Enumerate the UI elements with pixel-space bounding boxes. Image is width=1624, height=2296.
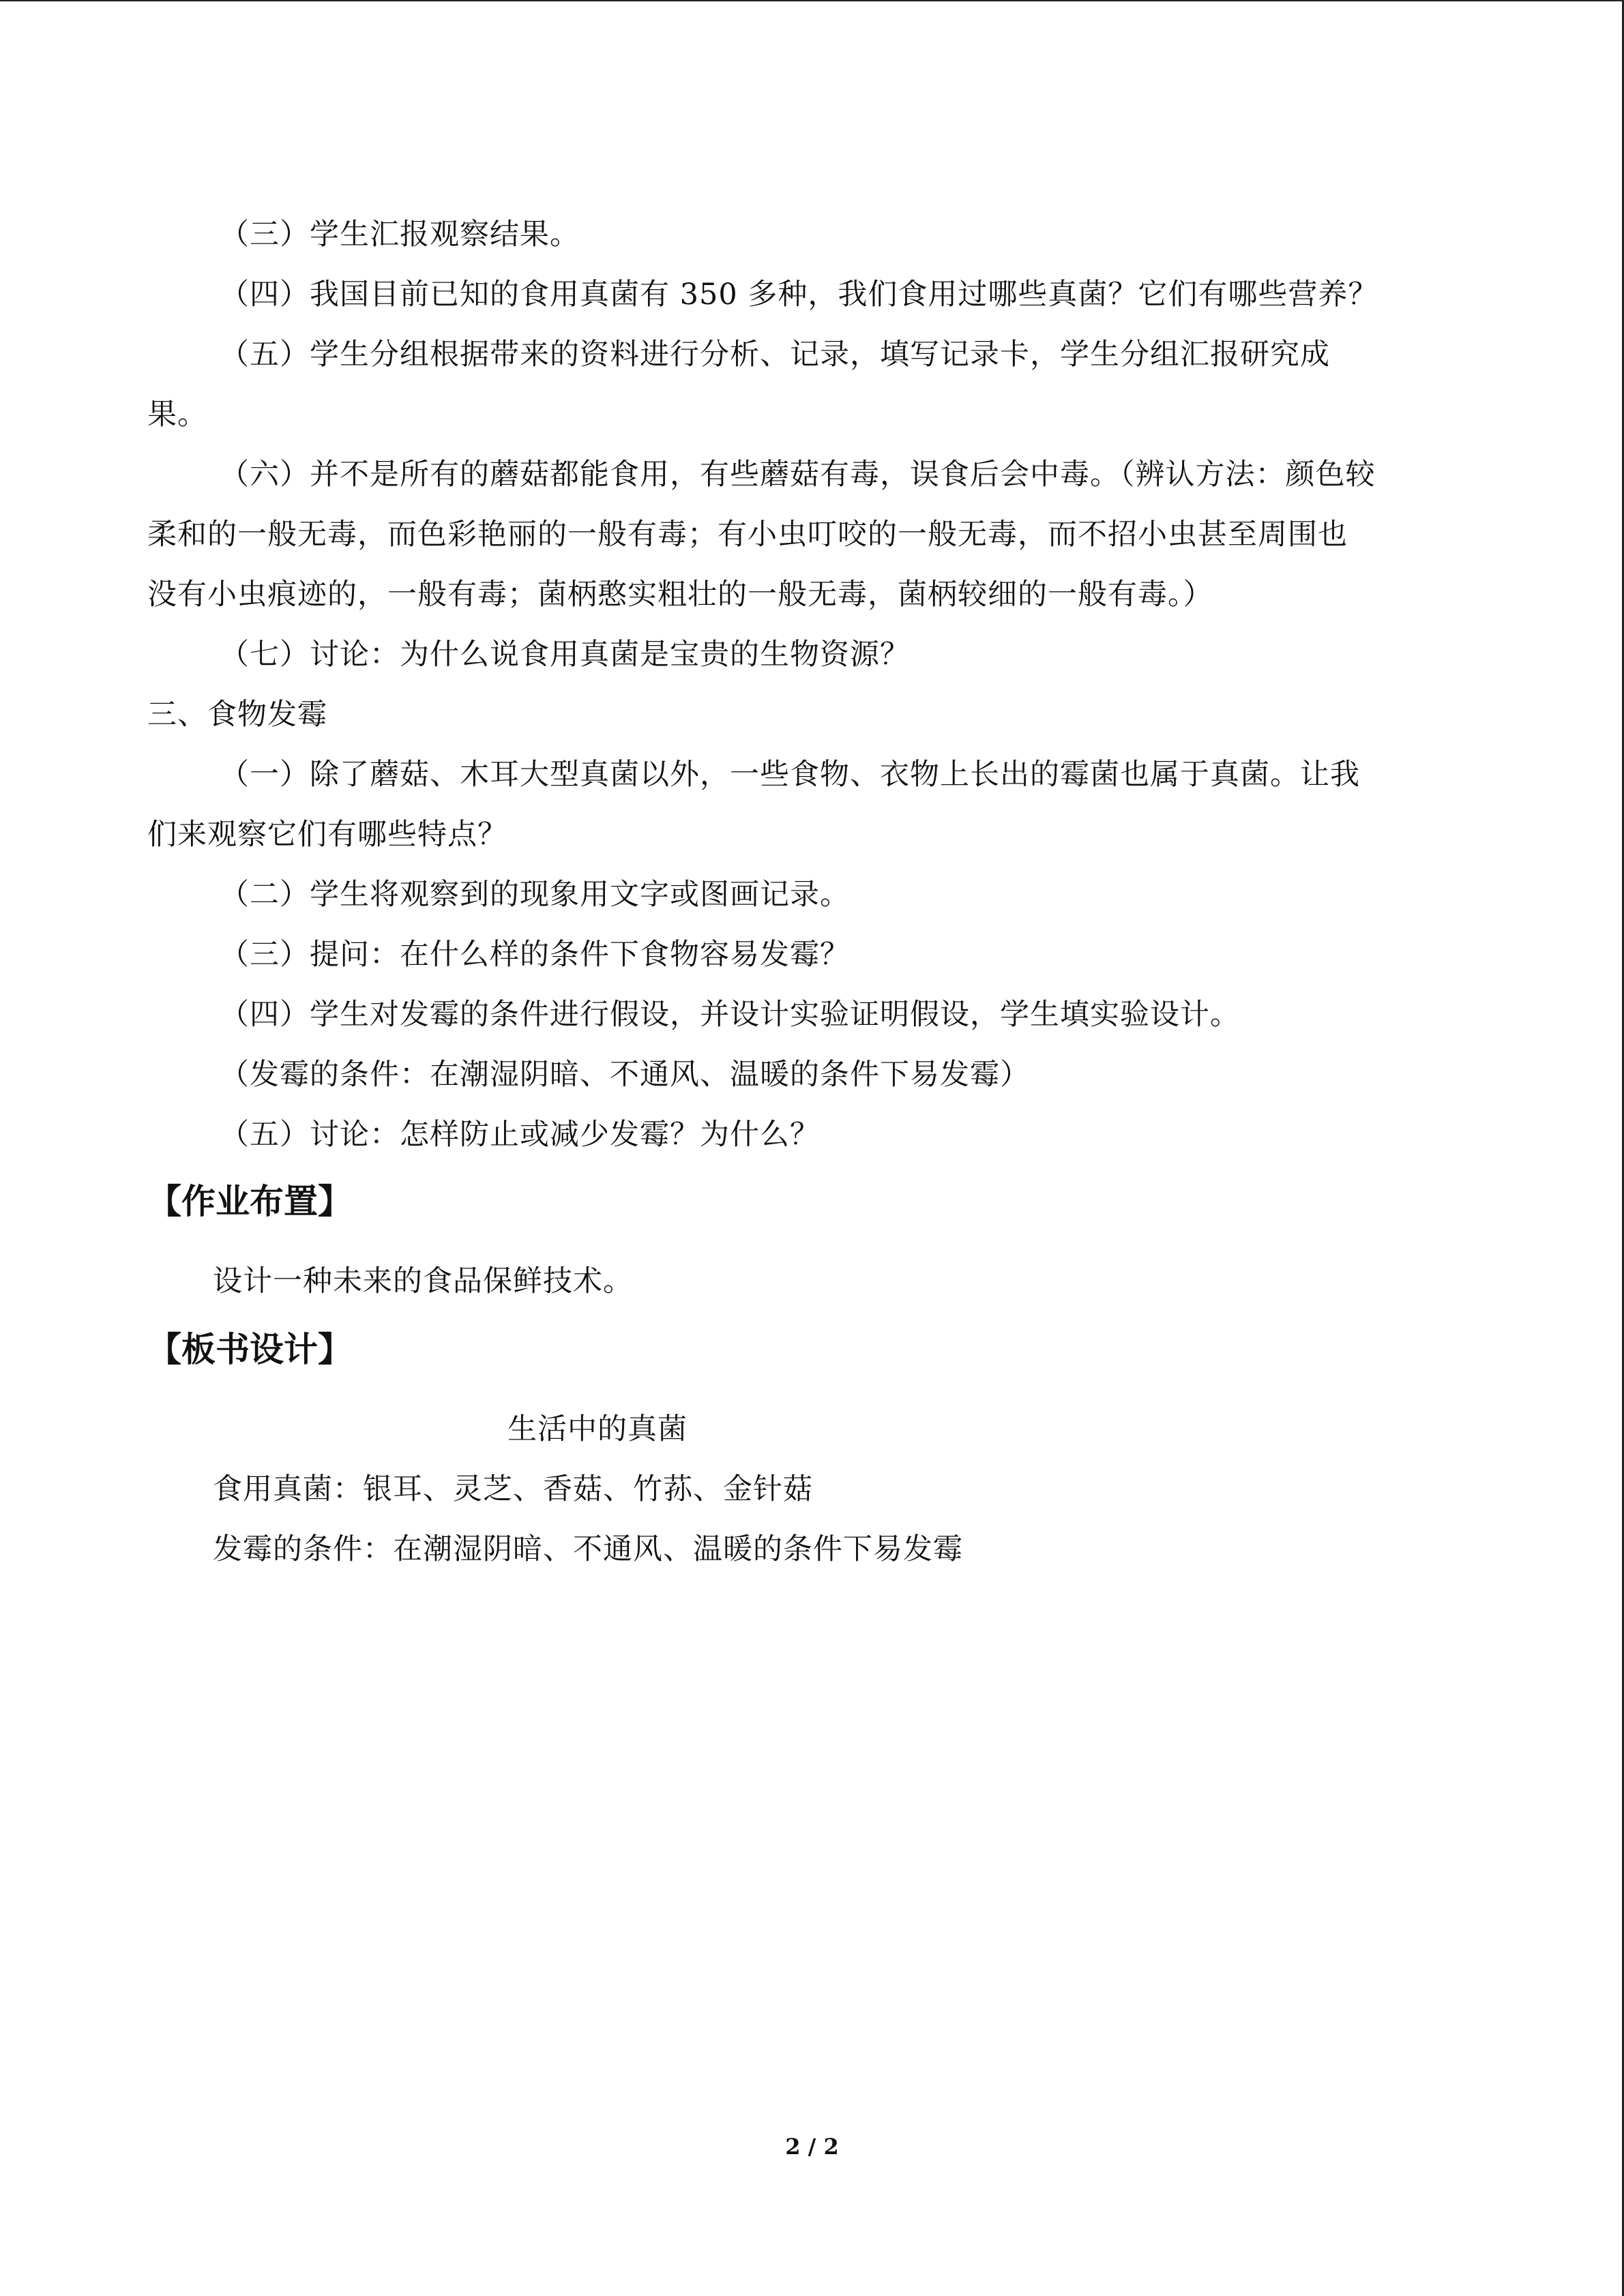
paragraph-line: （五）学生分组根据带来的资料进行分析、记录，填写记录卡，学生分组汇报研究成	[220, 338, 1330, 372]
homework-text: 设计一种未来的食品保鲜技术。	[213, 1264, 633, 1298]
paragraph-line: （发霉的条件：在潮湿阴暗、不通风、温暖的条件下易发霉）	[220, 1058, 1030, 1092]
page-number: 2 / 2	[785, 2134, 839, 2160]
board-line: 食用真菌：银耳、灵芝、香菇、竹荪、金针菇	[213, 1472, 813, 1506]
page-border-top	[0, 0, 1624, 1]
paragraph-line: （三）学生汇报观察结果。	[220, 218, 580, 252]
paragraph-line: 柔和的一般无毒，而色彩艳丽的一般有毒；有小虫叮咬的一般无毒，而不招小虫甚至周围也	[147, 518, 1348, 552]
board-line: 发霉的条件：在潮湿阴暗、不通风、温暖的条件下易发霉	[213, 1532, 963, 1566]
paragraph-line: （四）我国目前已知的食用真菌有 350 多种，我们食用过哪些真菌？它们有哪些营养？	[220, 278, 1378, 312]
paragraph-line: 果。	[147, 398, 207, 432]
paragraph-line: （一）除了蘑菇、木耳大型真菌以外，一些食物、衣物上长出的霉菌也属于真菌。让我	[220, 758, 1360, 792]
section-title: 三、食物发霉	[147, 698, 327, 732]
paragraph-line: （七）讨论：为什么说食用真菌是宝贵的生物资源？	[220, 638, 910, 672]
board-heading: 【板书设计】	[147, 1330, 352, 1369]
paragraph-line: （六）并不是所有的蘑菇都能食用，有些蘑菇有毒，误食后会中毒。（辨认方法：颜色较	[220, 458, 1376, 492]
paragraph-line: （四）学生对发霉的条件进行假设，并设计实验证明假设，学生填实验设计。	[220, 998, 1240, 1032]
paragraph-line: （五）讨论：怎样防止或减少发霉？为什么？	[220, 1118, 820, 1152]
paragraph-line: （三）提问：在什么样的条件下食物容易发霉？	[220, 938, 850, 972]
paragraph-line: （二）学生将观察到的现象用文字或图画记录。	[220, 878, 850, 912]
board-title: 生活中的真菌	[507, 1412, 688, 1446]
paragraph-line: 们来观察它们有哪些特点？	[147, 818, 507, 852]
homework-heading: 【作业布置】	[147, 1182, 352, 1221]
paragraph-line: 没有小虫痕迹的，一般有毒；菌柄憨实粗壮的一般无毒，菌柄较细的一般有毒。）	[147, 578, 1213, 612]
